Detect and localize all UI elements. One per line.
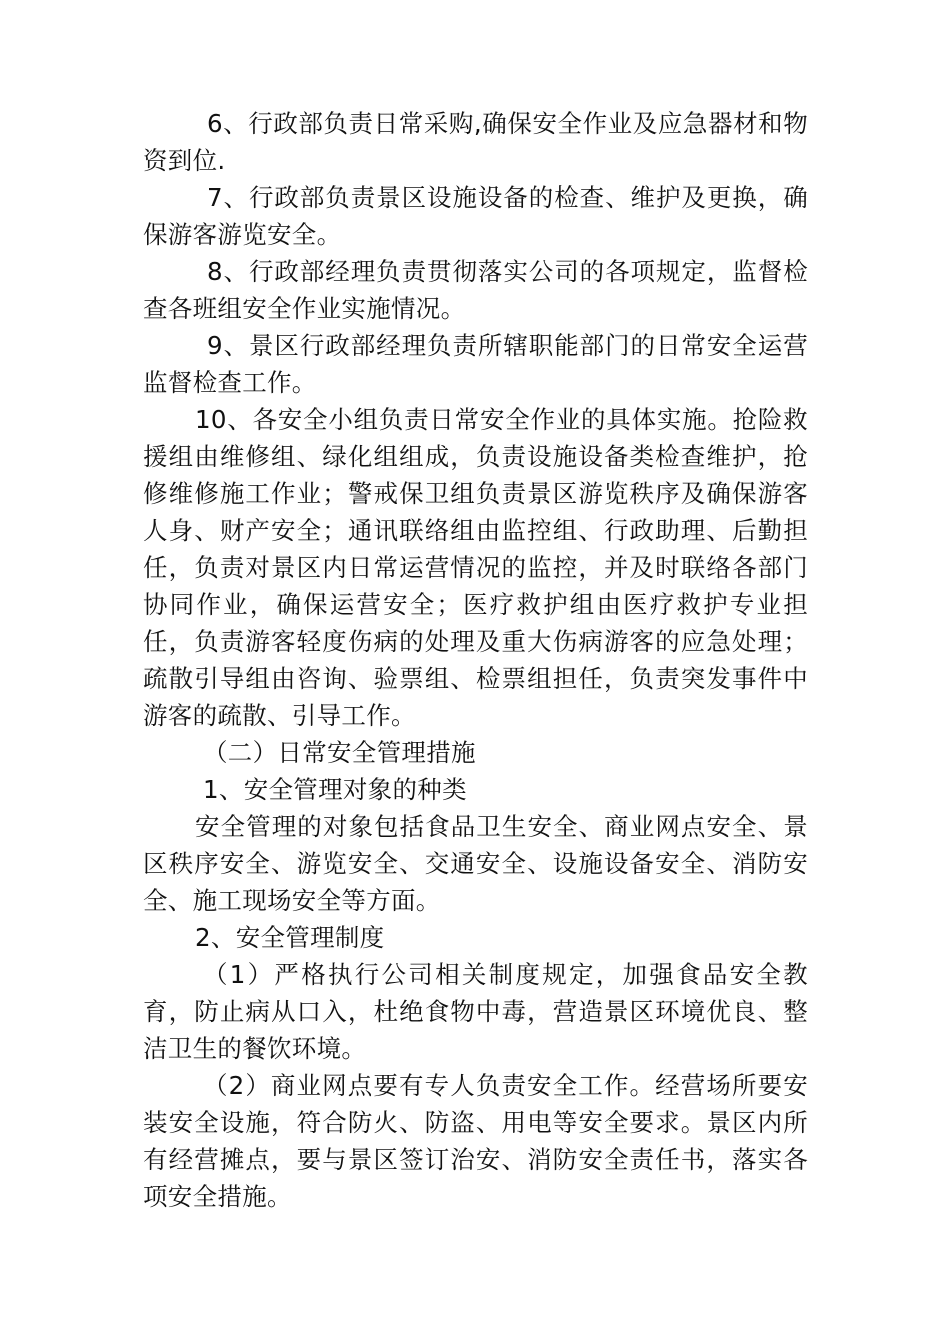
paragraph-rule-2: （2）商业网点要有专人负责安全工作。经营场所要安装安全设施，符合防火、防盗、用电等安全要求。景区内所有经营摊点，要与景区签订治安、消防安全责任书，落实各项安全措施。 (143, 1071, 808, 1211)
subsection-heading-2: 2、安全管理制度 (195, 923, 385, 952)
paragraph-item-9: 9、景区行政部经理负责所辖职能部门的日常安全运营监督检查工作。 (143, 331, 808, 397)
document-body (143, 105, 808, 1215)
paragraph-rule-1: （1）严格执行公司相关制度规定，加强食品安全教育，防止病从口入，杜绝食物中毒，营造景区环境优良、整洁卫生的餐饮环境。 (143, 960, 808, 1063)
paragraph-item-8: 8、行政部经理负责贯彻落实公司的各项规定，监督检查各班组安全作业实施情况。 (143, 257, 808, 323)
paragraph-safety-objects: 安全管理的对象包括食品卫生安全、商业网点安全、景区秩序安全、游览安全、交通安全、设施设备安全、消防安全、施工现场安全等方面。 (143, 812, 808, 915)
paragraph-item-6: 6、行政部负责日常采购,确保安全作业及应急器材和物资到位. (143, 109, 808, 175)
paragraph-item-10: 10、各安全小组负责日常安全作业的具体实施。抢险救援组由维修组、绿化组组成，负责设施设备类检查维护，抢修维修施工作业；警戒保卫组负责景区游览秩序及确保游客人身、财产安全；通讯联络组由监控组、行政助理、后勤担任，负责对景区内日常运营情况的监控，并及时联络各部门协同作业，确保运营安全；医疗救护组由医疗救护专业担任，负责游客轻度伤病的处理及重大伤病游客的应急处理；疏散引导组由咨询、验票组、检票组担任，负责突发事件中游客的疏散、引导工作。 (143, 405, 808, 730)
subsection-heading-1: 1、安全管理对象的种类 (203, 775, 467, 804)
paragraph-item-7: 7、行政部负责景区设施设备的检查、维护及更换，确保游客游览安全。 (143, 183, 808, 249)
section-heading: （二）日常安全管理措施 (203, 738, 476, 767)
